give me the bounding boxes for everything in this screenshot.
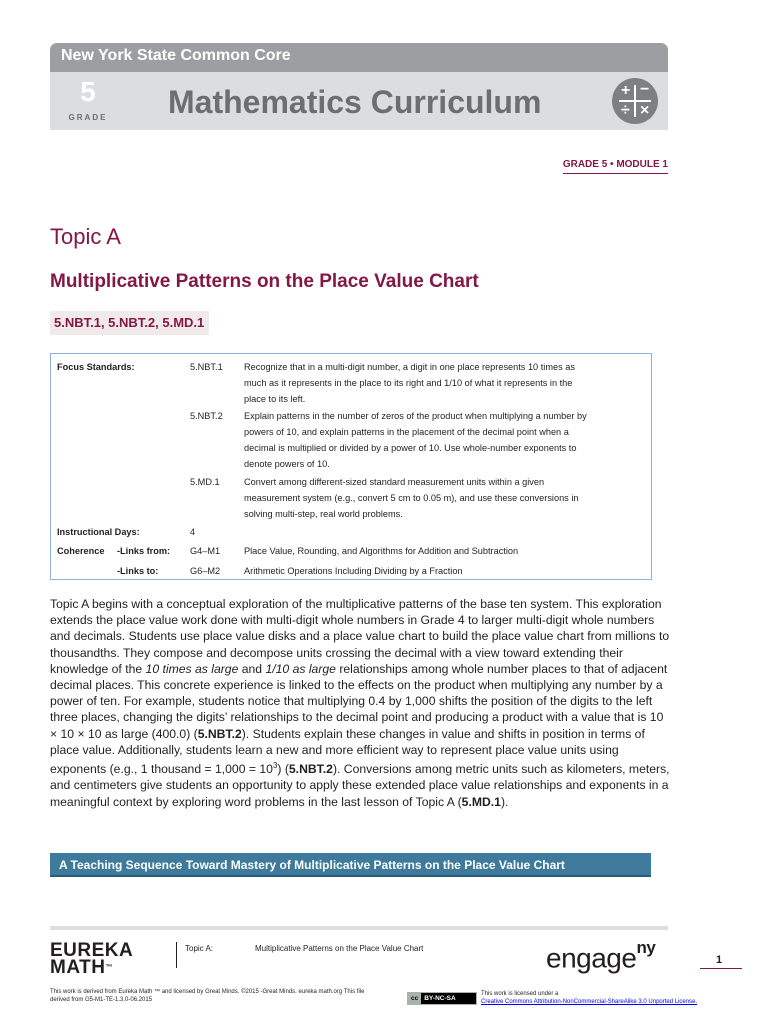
footer-divider bbox=[176, 942, 177, 968]
page-number: 1 bbox=[716, 954, 723, 966]
standards-table bbox=[50, 353, 652, 580]
links-from-label: -Links from: bbox=[117, 546, 171, 556]
grade-label: GRADE bbox=[68, 113, 108, 122]
math-operations-icon: + − ÷ × bbox=[612, 78, 658, 124]
page-number-rule bbox=[700, 968, 742, 969]
eureka-math-logo: EUREKA MATH™ bbox=[50, 940, 134, 978]
standard-description: Explain patterns in the number of zeros of the product when multiplying a number by powers of 10, and explain patterns in the placement of the decimal point when a decimal is multiplied or divided by a power of 10. Use whole-number exponents to denote powers of 10. bbox=[244, 411, 587, 469]
coherence-label: Coherence bbox=[57, 546, 105, 556]
links-to-code: G6–M2 bbox=[190, 566, 221, 576]
curriculum-title: Mathematics Curriculum bbox=[168, 84, 542, 120]
focus-standards-label: Focus Standards: bbox=[57, 362, 135, 372]
topic-label: Topic A bbox=[50, 224, 121, 249]
engageny-logo: engage$^{ny}$ bbox=[546, 938, 656, 974]
grade-box bbox=[50, 72, 126, 130]
creative-commons-badge-icon: cc BY-NC-SA bbox=[407, 992, 477, 1005]
standard-description: Convert among different-sized standard measurement units within a given measurement system (e.g., convert 5 cm to 0.05 m), and use these conversions in solving multi-step, real world problems. bbox=[244, 477, 579, 519]
footer-topic-title: Multiplicative Patterns on the Place Value Chart bbox=[255, 944, 424, 953]
standard-code: 5.NBT.1 bbox=[190, 362, 223, 372]
cc-license-text: This work is licensed under a Creative Commons Attribution-NonCommercial-ShareAlike 3.0 Unported License. bbox=[481, 991, 698, 1005]
footer-topic-label: Topic A: bbox=[185, 944, 214, 953]
standard-description: Recognize that in a multi-digit number, a digit in one place represents 10 times as much as it represents in the place to its right and 1/10 of what it represents in the place to its left. bbox=[244, 362, 575, 404]
standard-code: 5.MD.1 bbox=[190, 477, 220, 487]
links-from-code: G4–M1 bbox=[190, 546, 221, 556]
cc-license-link[interactable]: Creative Commons Attribution-NonCommercial-ShareAlike 3.0 Unported License. bbox=[481, 999, 698, 1005]
links-to-label: -Links to: bbox=[117, 566, 159, 576]
standards-badge: 5.NBT.1, 5.NBT.2, 5.MD.1 bbox=[50, 311, 209, 335]
curriculum-banner bbox=[50, 43, 668, 72]
topic-overview-paragraph: Topic A begins with a conceptual exploration of the multiplicative patterns of the base ten system. This exploration extends the place value work done with multi-digit whole numbers in Grade 4 to larger multi-digit whole numbers and decimals. Students use place value disks and a place value chart to build the place value chart from millions to thousandths. They compose and decompose units crossing the decimal with a view toward extending their knowledge of the 10 times as large and 1/10 as large relationships among whole number places to that of adjacent decimal places. This concrete experience is linked to the effects on the product when multiplying any number by a power of ten. For example, students notice that multiplying 0.4 by 1,000 shifts the position of the digits to the left three places, changing the digits’ relationships to the decimal point and producing a product with a value that is 10 × 10 × 10 as large (400.0) (5.NBT.2). Students explain these changes in value and shifts in position in terms of place value. Additionally, students learn a new and more efficient way to represent place value units using exponents (e.g., 1 thousand = $1,000 = 10^3$) (5.NBT.2). Conversions among metric units such as kilometers, meters, and centimeters give students an opportunity to apply these extended place value relationships and exponents in a meaningful context by exploring word problems in the last lesson of Topic A (5.MD.1). bbox=[50, 597, 670, 809]
links-to-text: Arithmetic Operations Including Dividing by a Fraction bbox=[244, 566, 463, 576]
teaching-sequence-heading: A Teaching Sequence Toward Mastery of Multiplicative Patterns on the Place Value Chart bbox=[50, 853, 651, 877]
instructional-days-label: Instructional Days: bbox=[57, 527, 140, 537]
banner-text: New York State Common Core bbox=[61, 47, 291, 64]
curriculum-title-bar bbox=[50, 72, 668, 130]
module-label: GRADE 5 • MODULE 1 bbox=[563, 159, 668, 174]
footer-rule bbox=[50, 926, 668, 930]
standard-code: 5.NBT.2 bbox=[190, 411, 223, 421]
grade-number: 5 bbox=[80, 76, 96, 107]
links-from-text: Place Value, Rounding, and Algorithms for Addition and Subtraction bbox=[244, 546, 519, 556]
topic-title: Multiplicative Patterns on the Place Value Chart bbox=[50, 271, 479, 292]
license-note: This work is derived from Eureka Math ™ and licensed by Great Minds. ©2015 -Great Minds. eureka math.org This file derived from G5-M1-TE-1.3.0-06.2015 bbox=[50, 989, 365, 1003]
instructional-days-value: 4 bbox=[190, 527, 196, 537]
